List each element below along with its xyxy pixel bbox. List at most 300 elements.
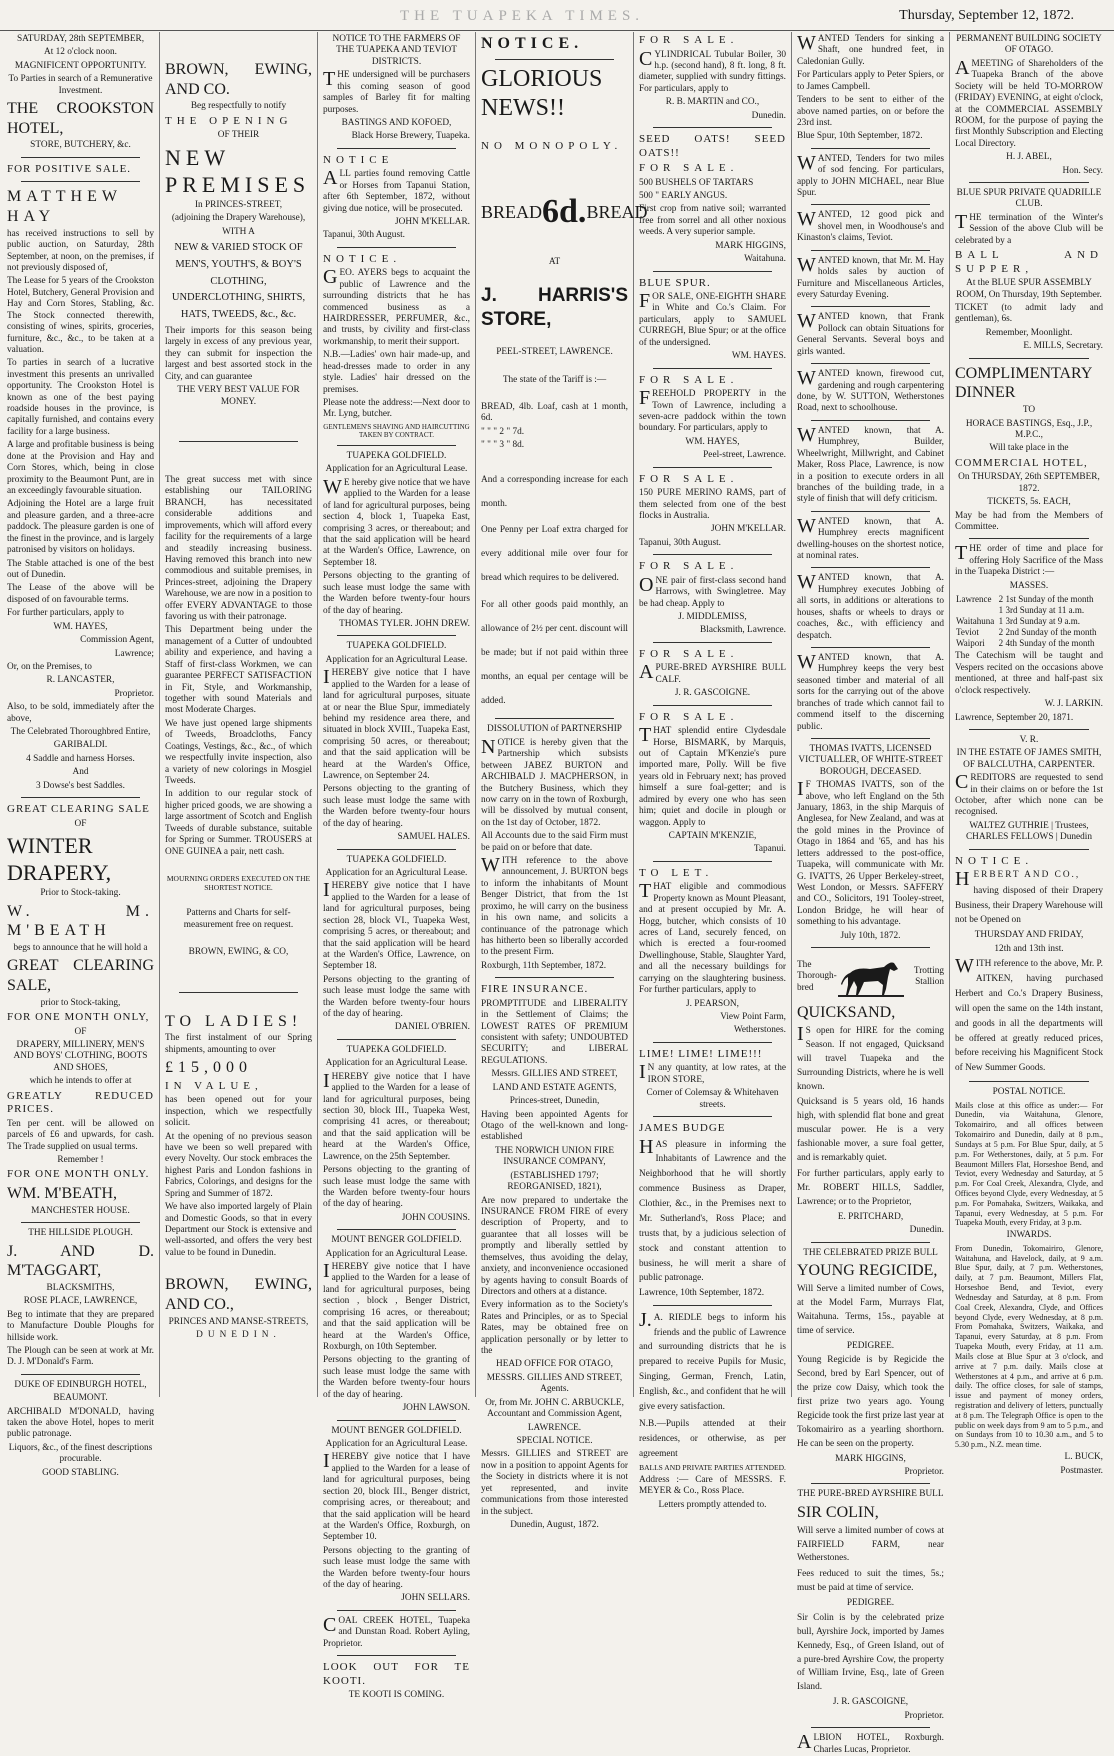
harris-store: J. HARRIS'S STORE,: [481, 285, 628, 330]
prior-stocktaking: Prior to Stock-taking.: [40, 888, 121, 899]
entire-line: The Celebrated Thoroughbred Entire,: [10, 727, 151, 738]
ayers-address: Please note the address:—Next door to Mr. Lyng, butcher.: [323, 398, 470, 420]
sale-paragraph-8: For further particulars, apply to: [7, 608, 124, 619]
saddles: 3 Dowse's best Saddles.: [36, 780, 125, 791]
lease-signature: JOHN LAWSON.: [402, 1403, 470, 1414]
brown-signature: BROWN, EWING, & CO,: [188, 947, 289, 958]
of-their: OF THEIR: [217, 130, 260, 141]
larkin: W. J. LARKIN.: [1044, 699, 1103, 710]
cattle-notice: ALL parties found removing Cattle or Horses from Tapanui Station, after 6th September, 1872, without giving due notice, will be prosecuted.: [323, 167, 470, 214]
prize-bull: THE CELEBRATED PRIZE BULL: [803, 1247, 938, 1258]
the-word: The: [797, 959, 812, 970]
mbeath-announce: begs to announce that he will hold a: [13, 942, 148, 953]
pritchard: E. PRITCHARD,: [837, 1211, 904, 1222]
quicksand-apply: For further particulars, apply early to Mr. ROBERT HILLS, Saddler, Lawrence; or to the Proprietor,: [797, 1169, 944, 1208]
seed-oats: SEED OATS! SEED OATS!!: [639, 133, 786, 159]
winter-drapery: WINTER DRAPERY,: [7, 833, 112, 886]
postal-notice: POSTAL NOTICE.: [992, 1087, 1066, 1098]
prior-stocktaking-2: prior to Stock-taking,: [40, 997, 121, 1008]
barley-paragraph: THE undersigned will be purchasers this coming season of good samples of Barley fit for malting purposes.: [323, 68, 470, 115]
harrows-ad: ONE pair of first-class second hand Harrows, with Swingletree. May be had cheap. Apply to: [639, 573, 786, 609]
tailoring-paragraph: The great success met with since establishing our TAILORING BRANCH, has necessitated considerable additions and improvements, which will afford every facility for the requirements of a large and steadily increasing business. Having removed this branch into new commodious and suitable premises, in Princes-street, adjoining the Drapery Warehouse, we are now in a position to offer EVERY ADVANTAGE to those favoring us with their patronage.: [165, 475, 312, 623]
amount: £15,000: [165, 1059, 252, 1077]
buck: L. BUCK,: [1064, 1452, 1103, 1463]
liquors: Liquors, &c., of the finest descriptions procurable.: [8, 1442, 153, 1465]
table-row: Waitahuna 1 3rd Sunday at 9 a.m.: [956, 616, 1080, 627]
fire-insurance: FIRE INSURANCE.: [481, 983, 589, 996]
penny-paragraph: One Penny per Loaf extra charged for every additional mile over four for bread which requires to be delivered.: [481, 525, 628, 584]
accounts-paragraph: All Accounts due to the said Firm must be paid on or before that date.: [481, 831, 628, 853]
burton-paragraph: WITH reference to the above announcement, J. BURTON begs to inform the inhabitants of Mount Benger District, that from the 1st proximo, he will carry on the business in his own name, and solicits a continuance of the patronage which has hitherto been so liberally accorded to the present Firm.: [481, 854, 628, 958]
lease-application: Application for an Agricultural Lease.: [325, 464, 468, 475]
banner-left: [797, 959, 837, 994]
opened-out: has been opened out for your inspection, which we respectfully solicit.: [165, 1095, 312, 1129]
newspaper-title: THE TUAPEKA TIMES.: [400, 8, 645, 24]
for-sale-7: FOR SALE.: [639, 710, 739, 723]
postmaster: Postmaster.: [1060, 1465, 1103, 1476]
tapanui-date-2: Tapanui, 30th August.: [639, 537, 721, 548]
reduced-prices: GREATLY REDUCED PRICES.: [7, 1089, 154, 1116]
catechism: The Catechism will be taught and Vespers recited on the occasions above mentioned, at three and half-past six o'clock respectively.: [955, 651, 1103, 696]
investment-line: To Parties in search of a Remunerative Investment.: [8, 74, 153, 96]
plough-notice: Beg to intimate that they are prepared to Manufacture Double Ploughs for hillside work.: [7, 1309, 154, 1343]
lease-heading: MOUNT BENGER GOLDFIELD.: [331, 1425, 462, 1436]
lease-objections: Persons objecting to the granting of such lease must lodge the same with the Warden before twenty-four hours of the day of hearing.: [323, 571, 470, 616]
early-angus: 500 " EARLY ANGUS.: [639, 191, 728, 202]
budge-heading: JAMES BUDGE: [639, 1122, 726, 1135]
ladies-hair: N.B.—Ladies' own hair made-up, and head-dresses made to order in any style. Ladies' hair dressed on the premises.: [323, 350, 470, 395]
mckenzie: CAPTAIN M'KENZIE,: [668, 830, 757, 841]
lease-body: IHEREBY give notice that I have applied to the Warden for a lease of land for agricultural purposes, being section 28, block VI., Tuapeka West, comprising 5 acres, or thereabout; and that the said application will be heard at the Warden's Office, Lawrence, on September 18.: [323, 879, 470, 972]
notice-heading-2: NOTICE.: [323, 252, 402, 265]
tapanui-date: Tapanui, 30th August.: [323, 230, 405, 241]
crop-paragraph: First crop from native soil; warranted free from sorrel and all other noxious weeds. A very superior sample.: [639, 204, 786, 238]
column-2: [160, 32, 318, 1397]
princes-street: In PRINCES-STREET,: [194, 199, 283, 210]
tartars: 500 BUSHELS OF TARTARS: [639, 177, 754, 188]
or-premises: Or, on the Premises, to: [7, 661, 92, 672]
rams-ad: 150 PURE MERINO RAMS, part of them selected from one of the best flocks in Australia.: [639, 488, 786, 521]
mdonald-notice: ARCHIBALD M'DONALD, having taken the above Hotel, hopes to merit public patronage.: [7, 1406, 154, 1440]
wanted-pollock: WANTED known, that Frank Pollock can obtain Situations for General Servants. Several boys and girls wanted.: [797, 310, 944, 357]
ball-supper: BALL AND SUPPER,: [955, 249, 1103, 275]
beaumont: BEAUMONT.: [53, 1393, 108, 1404]
best-value: THE VERY BEST VALUE FOR MONEY.: [177, 385, 300, 407]
lease-application: Application for an Agricultural Lease.: [325, 867, 468, 878]
dinner-date: On THURSDAY, 26th SEPTEMBER, 1872.: [958, 472, 1100, 494]
messrs-agents: MESSRS. GILLIES AND STREET, Agents.: [486, 1372, 623, 1395]
lawrence-word: LAWRENCE.: [527, 1422, 582, 1433]
brewery: Black Horse Brewery, Tuapeka.: [351, 131, 470, 142]
clearing-sale-2: GREAT CLEARING SALE,: [7, 957, 154, 995]
edinburgh-hotel: DUKE OF EDINBURGH HOTEL,: [14, 1379, 147, 1390]
peel-street: PEEL-STREET, LAWRENCE.: [496, 347, 613, 358]
colin-serve: Will serve a limited number of cows at FAIRFIELD FARM, near Wetherstones.: [797, 1525, 944, 1564]
committee: May be had from the Members of Committee.: [955, 510, 1103, 532]
table-row: Teviot 2 2nd Sunday of the month: [956, 627, 1097, 638]
lease-application: Application for an Agricultural Lease.: [325, 1058, 468, 1069]
ball-location: At the BLUE SPUR ASSEMBLY ROOM, On Thursday, 19th September.: [956, 278, 1102, 300]
the-opening: THE OPENING: [165, 114, 293, 127]
prepared-paragraph: Are now prepared to undertake the INSURANCE FROM FIRE of every description of Property, and to guarantee that all losses will be promptly and liberally settled by themselves, thus avoiding the delay, anxiety, and inconvenience occasioned by agents having to consult Boards of Directors and others at a distance.: [481, 1195, 628, 1297]
stock-list: NEW & VARIED STOCK OF MEN'S, YOUTH'S, & BOY'S CLOTHING, UNDERCLOTHING, SHIRTS, HATS, TWEEDS, &c., &c.: [171, 242, 306, 321]
manchester-house: MANCHESTER HOUSE.: [31, 1205, 130, 1216]
ivatts-paragraph: IF THOMAS IVATTS, son of the above, who left England on the 5th January, 1863, in the ship Marquis of Anglesea, for New Zealand, and was at the gold mines in the Province of Otago in 1864 and '65, and has his letters addressed to the post-office, Tuapeka, will communicate with Mr. G. IVATTS, 26 Upper Berkeley-street, West London, or Messrs. SAFFERY and CO., Solicitors, 191 Tooley-street, London Bridge, he will hear of something to his advantage.: [797, 778, 944, 928]
freehold-ad: FREEHOLD PROPERTY in the Town of Lawrence, including a seven-acre paddock within the town boundary. For particulars, apply to: [639, 387, 786, 434]
mails-inwards: From Dunedin, Tokomairiro, Glenore, Waitahuna, and Havelock, daily, at 9 a.m. Blue Spur, daily, at 7 p.m. Wetherstones, daily, at 7 p.m. Beaumont, Millers Flat, Horseshoe Bend, and Teviot, every Wednesday and Saturday, at 8 p.m. From Coal Creek, Alexandra, Clyde, and Offices beyond Clyde, every Wednesday, at 8 p.m. From Pomahaka, Switzers, Waikaka, and Tapanui, every Saturday, at 8 p.m. From Tuapeka Mouth, every Friday, at 11 a.m. Mails close at Blue Spur at 3 o'clock, and arrive at 7 p.m. daily. Mails close at Wetherstones at 4 p.m., and arrive at 6 p.m. daily. The office closes, for sale of stamps, issue and payment of money orders, registration and delivery of letters, punctually at 8 p.m. The Telegraph Office is open to the public on week days from 9 am to 5 p.m., and on Sundays from 10 to 10.30 a.m., and 5 to 5.30 p.m., N.Z. mean time.: [955, 1243, 1103, 1450]
lease-signature: THOMAS TYLER. JOHN DREW.: [339, 618, 470, 629]
larkin-date: Lawrence, September 20, 1871.: [955, 712, 1074, 723]
hon-secy: Hon. Secy.: [1062, 165, 1103, 176]
lease-objections: Persons objecting to the granting of such lease must lodge the same with the Warden before twenty-four hours of the day of hearing.: [323, 1165, 470, 1210]
of-word-2: OF: [74, 1026, 87, 1037]
albion-hotel: ALBION HOTEL, Roxburgh. Charles Lucas, Proprietor.: [797, 1731, 944, 1755]
quadrille-club: BLUE SPUR PRIVATE QUADRILLE CLUB.: [956, 188, 1102, 210]
banner-right: [908, 966, 944, 989]
agent-place: Lawrence;: [114, 648, 154, 659]
wanted-humphrey-2: WANTED known, that A. Humphrey erects magnificent dwelling-houses on the shortest notice, at nominal rates.: [797, 514, 944, 562]
proprietor-1: Proprietor.: [904, 1467, 944, 1478]
wanted-humphrey-1: WANTED known, that A. Humphrey, Builder, Wheelwright, Millwright, and Cabinet Maker, Ross Place, Lawrence, is now in a position to execute orders in all branches of the building trade, in a style of finish that will defy criticism.: [797, 423, 944, 505]
regicide-pedigree: Young Regicide is by Regicide the Second, bred by Earl Spencer, out of the prize cow Daisy, which took the first prize two years ago. Young Regicide took the first prize last year at Tokomairiro as a yearling shorthorn. He can be seen on the property.: [797, 1355, 944, 1449]
corner: Corner of Colemsay & Whitehaven streets.: [646, 1088, 779, 1110]
wanted-sutton: WANTED known, firewood cut, gardening and rough carpentering done, by W. SUTTON, Wetherstones Road, next to schoolhouse.: [797, 367, 944, 414]
will-take-place: Will take place in the: [989, 443, 1069, 454]
opened-paragraph: We have just opened large shipments of Tweeds, Broadcloths, Fancy Coatings, Vestings, &c., &c., of which we respectfully invite inspection, also a variety of new colorings in Mosgiel Tweeds.: [165, 718, 312, 786]
sir-colin: SIR COLIN,: [797, 1503, 879, 1521]
blacksmith-lawrence: Blacksmith, Lawrence.: [700, 625, 786, 636]
riedle-paragraph: J.A. RIEDLE begs to inform his friends and the public of Lawrence and surrounding districts that he is prepared to receive Pupils for Music, Singing, German, French, Latin, English, &c., and confident that he will give every satisfaction.: [639, 1308, 786, 1412]
imported-paragraph: We have also imported largely of Plain and Domestic Goods, so that in every Department our Stock is extensive and well-assorted, and offers the very best value to be found in Dunedin.: [165, 1202, 312, 1258]
brown-ewing-heading: BROWN, EWING, AND CO.: [165, 61, 312, 98]
loaf-3-months: " " " 3 " 8d.: [481, 440, 525, 451]
dunedin-date: Dunedin, August, 1872.: [510, 1519, 599, 1530]
lease-signature: SAMUEL HALES.: [397, 832, 470, 843]
bread-price-banner: [481, 191, 648, 233]
commercial-hotel: COMMERCIAL HOTEL,: [955, 456, 1088, 469]
lease-body: WE hereby give notice that we have applied to the Warden for a lease of land for agricultural purposes, being section 4, block 1, Tuapeka East, comprising 3 acres, or thereabout; and that the said application will be heard at the Warden's Office, Lawrence, on September 18.: [323, 475, 470, 568]
higgins: MARK HIGGINS,: [715, 240, 786, 251]
pearson: J. PEARSON,: [686, 998, 739, 1009]
wanted-humphrey-3: WANTED known, that A. Humphrey executes Jobbing of all sorts, in additions or alterations to houses, shafts or wheels to drays or coaches, &c., with efficiency and despatch.: [797, 571, 944, 641]
ivatts-date: July 10th, 1872.: [840, 930, 901, 941]
pritchard-dunedin: Dunedin.: [909, 1225, 944, 1236]
peel-lawrence: Peel-street, Lawrence.: [703, 450, 786, 461]
remember: Remember !: [57, 1155, 104, 1166]
dates: 12th and 13th inst.: [994, 943, 1064, 954]
meeting-paragraph: AMEETING of Shareholders of the Tuapeka Branch of the above Society will be held TO-MORROW (FRIDAY) EVENING, at eight o'clock, at the COMMERCIAL ASSEMBLY ROOM, for the purpose of paying the first Monthly Subscription and Electing Local Directory.: [955, 56, 1103, 149]
martin-dunedin: Dunedin.: [751, 110, 786, 121]
one-month: FOR ONE MONTH ONLY,: [7, 1011, 150, 1024]
columns: [2, 32, 1110, 1755]
first-instalment: The first instalment of our Spring shipments, amounting to over: [165, 1033, 312, 1055]
to-word: TO: [1022, 405, 1036, 416]
sale-date: SATURDAY, 28th SEPTEMBER,: [16, 34, 145, 44]
trustees: WALTEZ GUTHRIE | Trustees, CHARLES FELLOWS | Dunedin: [965, 820, 1093, 843]
wanted-shaft-tenders: Tenders to be sent to either of the above named parties, on or before the 23rd inst.: [797, 95, 944, 128]
dissolution-paragraph: NOTICE is hereby given that the Partnership which subsists between JABEZ BURTON and ARCHIBALD J. MACPHERSON, in the Butchery Business, which they now carry on in the town of Roxburgh, will be dissolved by mutual consent, on the 1st day of October, 1872.: [481, 735, 628, 828]
higgins-2: MARK HIGGINS,: [835, 1453, 906, 1464]
tariff: The state of the Tariff is :—: [502, 374, 607, 385]
adjoining: (adjoining the Drapery Warehouse),: [171, 213, 306, 224]
for-sale-5: FOR SALE.: [639, 560, 739, 573]
wanted-humphrey-4: WANTED known, that A. Humphrey keeps the very best seasoned timber and material of all sorts for the carrying out of the above branches of trade which cannot fail to commend itself to the discerning public.: [797, 650, 944, 732]
lease-notice-2: [323, 641, 470, 843]
column-7: [950, 32, 1108, 1476]
established: (ESTABLISHED 1797; REORGANISED, 1821),: [507, 1170, 602, 1193]
lease-objections: Persons objecting to the granting of such lease must lodge the same with the Warden before twenty-four hours of the day of hearing.: [323, 784, 470, 829]
norwich-union: THE NORWICH UNION FIRE INSURANCE COMPANY,: [494, 1145, 615, 1168]
boiler-ad: CYLINDRICAL Tubular Boiler, 30 h.p. (second hand), 8 ft. long, 8 ft. diameter, supplied with sundry fittings. For particulars, apply to: [639, 47, 786, 94]
lease-application: Application for an Agricultural Lease.: [325, 654, 468, 665]
lease-application: Application for an Agricultural Lease.: [325, 1248, 468, 1259]
hillside-plough: THE HILLSIDE PLOUGH.: [28, 1228, 133, 1239]
ayers-notice: GEO. AYERS begs to acquaint the public of Lawrence and the surrounding districts that he has commenced business as a HAIRDRESSER, PERFUMER, &c., and trusts, by civility and first-class workmanship, to merit their support.: [323, 266, 470, 347]
wanted-shaft-apply: For Particulars apply to Peter Spiers, or to James Campbell.: [797, 70, 944, 92]
lease-heading: TUAPEKA GOLDFIELD.: [346, 1044, 447, 1055]
blacksmiths: BLACKSMITHS,: [46, 1282, 115, 1293]
mourning-orders: MOURNING ORDERS EXECUTED ON THE SHORTEST NOTICE.: [166, 873, 311, 893]
notice-heading: NOTICE: [323, 153, 394, 166]
head-office: HEAD OFFICE FOR OTAGO,: [495, 1359, 614, 1370]
lease-body: IHEREBY give notice that I have applied to the Warden for a lease of land for agricultural purposes, being section 30, block III., Tuapeka West, comprising 41 acres, or thereabout; and that the said application will be heard at the Warden's Office, Lawrence, on the 25th September.: [323, 1069, 470, 1162]
lease-signature: DANIEL O'BRIEN.: [394, 1022, 470, 1033]
sale-paragraph-5: Adjoining the Hotel are a large fruit and pleasure garden, and a three-acre paddock. The pleasure garden is one of the finest in the province, and is largely patronised by visitors on holidays.: [7, 499, 154, 556]
lease-body: IHEREBY give notice that I have applied to the Warden for a lease of land for agricultural purposes, situate at or near the Blue Spur, immediately behind my residence area there, and situated in block XVIII., Tuapeka East, comprising 50 acres, or thereabout; and that the said application will be heard at the Warden's Office, Lawrence, on September 24.: [323, 666, 470, 782]
addition-paragraph: In addition to our regular stock of higher priced goods, we are showing a large assortment of Scotch and English Tweeds of durable substance, suitable for Spring or Summer. TROUSERS at ONE GUINEA a pair, nett cash.: [165, 789, 312, 857]
with-a: WITH A: [222, 226, 255, 237]
table-row: Lawrence 2 1st Sunday of the month: [956, 594, 1094, 605]
herbert-co: HERBERT AND CO.,: [955, 868, 1081, 891]
sale-paragraph-1: has received instructions to sell by public auction, on Saturday, 28th September, at noon, on the premises, if not previously disposed of,: [7, 228, 154, 273]
lease-heading: MOUNT BENGER GOLDFIELD.: [331, 1235, 462, 1246]
shaving-contract: GENTLEMEN'S SHAVING AND HAIRCUTTING TAKEN BY CONTRACT.: [323, 422, 470, 440]
stallion-banner: [797, 953, 944, 1001]
lease-signature: JOHN SELLARS.: [401, 1593, 470, 1604]
lease-heading: TUAPEKA GOLDFIELD.: [346, 854, 447, 865]
princes-manse: PRINCES AND MANSE-STREETS,: [168, 1316, 309, 1327]
issue-date: Thursday, September 12, 1872.: [899, 8, 1074, 23]
lease-notice-1: [323, 451, 470, 630]
glorious-news: GLORIOUS NEWS!!: [481, 65, 603, 122]
stallion: Stallion: [915, 977, 944, 988]
lease-body: IHEREBY give notice that I have applied to the Warden for a lease of land for agricultural purposes, being section , block , Benger District, comprising 16 acres, or thereabout; and that the said application will be heard at the Warden's Office, Roxburgh, on 10th September.: [323, 1260, 470, 1353]
mbeath-name: W. M. M'BEATH: [7, 902, 154, 940]
inwards-heading: INWARDS.: [1006, 1230, 1052, 1241]
imports-paragraph: Their imports for this season being largely in excess of any previous year, they can submit for inspection the largest and best assorted stock in the City, and can guarantee: [165, 326, 312, 382]
colin-fees: Fees reduced to suit the times, 5s.; must be paid at time of service.: [797, 1569, 944, 1594]
beg-notify: Beg respectfully to notify: [190, 101, 287, 112]
mckellar-2: JOHN M'KELLAR.: [710, 524, 786, 535]
te-kooti-coming: TE KOOTI IS COMING.: [348, 1690, 445, 1701]
princes-dunedin: Princes-street, Dunedin,: [509, 1096, 600, 1107]
share-ad: FOR SALE, ONE-EIGHTH SHARE in White and Co.'s Claim. For particulars, apply to SAMUEL CURREGH, Blue Spur; or at the office of the undersigned.: [639, 290, 786, 348]
drapery-list: DRAPERY, MILLINERY, MEN'S AND BOYS' CLOTHING, BOOTS AND SHOES,: [13, 1040, 148, 1073]
complimentary-dinner: COMPLIMENTARY DINNER: [955, 364, 1093, 402]
young-regicide: YOUNG REGICIDE,: [797, 1262, 938, 1280]
ten-percent: Ten per cent. will be allowed on parcels of £6 and upwards, for cash. The Trade supplied on usual terms.: [7, 1118, 154, 1152]
creditors-notice: CREDITORS are requested to send in their claims on or before the 1st October, after which none can be recognised.: [955, 771, 1103, 818]
lease-objections: Persons objecting to the granting of such lease must lodge the same with the Warden before twenty-four hours of the day of hearing.: [323, 1355, 470, 1400]
martin-co: R. B. MARTIN and CO.,: [665, 97, 760, 108]
loaf-1-month: BREAD, 4lb. Loaf, cash at 1 month, 6d.: [481, 402, 628, 424]
to-ladies: TO LADIES!: [165, 1012, 303, 1030]
also-sold: Also, to be sold, immediately after the above,: [7, 702, 154, 724]
column-1: [2, 32, 160, 1478]
mills-secretary: E. MILLS, Secretary.: [1023, 341, 1103, 352]
aitken-paragraph: WITH reference to the above, Mr. P. AITKEN, having purchased Herbert and Co.'s Drapery Business, will open the same on the 14th instant, and goods in all the departments will be offered at greatly reduced prices, before receiving his Magnificent Stock of New Summer Goods.: [955, 955, 1103, 1074]
hotel-title: THE CROOKSTON HOTEL,: [7, 100, 154, 137]
column-6: [792, 32, 950, 1755]
wanted-men: WANTED, 12 good pick and shovel men, in Woodhouse's and Kinaston's claims, Teviot.: [797, 208, 944, 244]
coal-creek-hotel: COAL CREEK HOTEL, Tuapeka and Dunstan Road. Robert Ayling, Proprietor.: [323, 1613, 470, 1649]
ayrshire-bull: THE PURE-BRED AYRSHIRE BULL: [797, 1489, 944, 1500]
horse-icon: [836, 955, 906, 999]
proprietor-2: Proprietor.: [904, 1710, 944, 1721]
lease-notice-6: [323, 1426, 470, 1605]
budge-paragraph: HAS pleasure in informing the Inhabitants of Lawrence and the Neighborhood that he will shortly commence Business as Draper, Clothier, &c., in the Premises next to Mr. Sutherland's, Ross Place; and trusts that, by a judicious selection of stock and constant attention to business, he will merit a share of public patronage.: [639, 1135, 786, 1284]
every-information: Every information as to the Society's Rates and Principles, or as to Special Rates, may be obtained free on application personally or by letter to the: [481, 1300, 628, 1357]
intends: which he intends to offer at: [29, 1076, 132, 1087]
building-society: PERMANENT BUILDING SOCIETY OF OTAGO.: [956, 34, 1102, 56]
regicide-terms: Will Serve a limited number of Cows, at the Model Farm, Murrays Flat, Waitahuna. Terms, 15s., payable at time of service.: [797, 1283, 944, 1336]
mass-schedule: [955, 594, 1103, 649]
agent-name: WM. HAYES,: [53, 621, 108, 632]
in-value: IN VALUE,: [165, 1079, 263, 1092]
special-paragraph: Messrs. GILLIES and STREET are now in a position to appoint Agents for the Society in districts where it is not yet represented, and invite communications from those interested in the subject.: [481, 1449, 628, 1517]
ayrshire-calf: APURE-BRED AYRSHIRE BULL CALF.: [639, 661, 786, 685]
quadrille-paragraph: THE termination of the Winter's Session of the above Club will be celebrated by a: [955, 210, 1103, 246]
hayes: WM. HAYES.: [731, 351, 786, 362]
arbuckle: Or, from Mr. JOHN C. ARBUCKLE, Accountant and Commission Agent,: [485, 1397, 624, 1420]
no-monopoly: NO MONOPOLY.: [481, 139, 623, 152]
bread-word-left: BREAD: [481, 202, 543, 223]
for-sale-6: FOR SALE.: [639, 647, 739, 660]
hayes-2: WM. HAYES,: [685, 436, 740, 447]
dinner-tickets: TICKETS, 5s. EACH,: [987, 497, 1071, 508]
promptitude: PROMPTITUDE and LIBERALITY in the Settlement of Claims; the LOWEST RATES OF PREMIUM consistent with safety; UNDOUBTED SECURITY; and LIBERAL REGULATIONS.: [481, 998, 628, 1066]
quicksand: QUICKSAND,: [797, 1004, 896, 1022]
bread-word-right: BREAD: [586, 202, 648, 223]
herbert-paragraph: having disposed of their Drapery Business, their Drapery Warehouse will not be Opened on: [955, 885, 1103, 926]
riedle-address: Address :— Care of MESSRS. F. MEYER & Co., Ross Place.: [639, 1474, 786, 1497]
masthead: [0, 0, 1114, 31]
lime-heading: LIME! LIME! LIME!!!: [639, 1047, 763, 1060]
masses-heading: MASSES.: [1009, 580, 1049, 591]
clearing-heading: GREAT CLEARING SALE: [7, 803, 150, 816]
land-agents: LAND AND ESTATE AGENTS,: [492, 1082, 617, 1093]
lease-notice-4: [323, 1045, 470, 1224]
opportunity-heading: MAGNIFICENT OPPORTUNITY.: [14, 60, 147, 71]
riedle-nb: N.B.—Pupils attended at their residences, or otherwise, as per agreement: [639, 1418, 786, 1459]
gillies-street: Messrs. GILLIES AND STREET,: [491, 1069, 618, 1080]
for-sale-2: FOR SALE.: [639, 162, 739, 175]
te-kooti-heading: LOOK OUT FOR TE KOOTI.: [323, 1661, 470, 1687]
pedigree-1: PEDIGREE.: [846, 1340, 895, 1351]
agent-role: Commission Agent,: [80, 635, 154, 646]
and-word: And: [72, 767, 89, 778]
wanted-fencing: WANTED, Tenders for two miles of sod fencing. For particulars, apply to JOHN MICHAEL, near Blue Spur.: [797, 151, 944, 199]
thoroughbred: Thorough-bred: [797, 971, 837, 993]
increase-paragraph: And a corresponding increase for each month.: [481, 474, 628, 509]
clydesdale-ad: THAT splendid entire Clydesdale Horse, BISMARK, by Marquis, out of Captain M'Kenzie's pure imported mare, Polly. Will be five years old in February next; has proved himself a sure foal-getter; and is admired by every one who has seen him; quiet and docile in plough or waggon. Apply to: [639, 724, 786, 828]
moonlight: Remember, Moonlight.: [985, 327, 1073, 338]
colin-pedigree: Sir Colin is by the celebrated prize bull, Ayrshire Jock, imported by James Kennedy, Esq., of Green Island, out of a pure-bred Ayrshire Cow, the property of William Irvine, Esq., late of Green Island.: [797, 1612, 944, 1693]
abel: H. J. ABEL,: [1006, 152, 1052, 163]
plough-seen: The Plough can be seen at work at Mr. D. J. M'Donald's Farm.: [7, 1345, 154, 1368]
for-sale-4: FOR SALE.: [639, 472, 739, 485]
mtaggart-name: J. AND D. M'TAGGART,: [7, 1242, 154, 1280]
notice-heading-3: NOTICE.: [955, 854, 1034, 867]
opening-paragraph: At the opening of no previous season have we been so well prepared with every Novelty. Our stock embraces the highest Paris and London fashions in Fabrics, Colorings, and designs for the Spring and Summer of 1872.: [165, 1131, 312, 1199]
goods-paragraph: For all other goods paid monthly, an allowance of 2½ per cent. discount will be made; but if not paid within three months, an equal per centage will be added.: [481, 599, 628, 707]
smith-estate: IN THE ESTATE OF JAMES SMITH, OF BALCLUTHA, CARPENTER.: [956, 748, 1102, 770]
bastings-kofoed: BASTINGS AND KOFOED,: [341, 117, 452, 128]
trotting: Trotting: [913, 965, 944, 976]
sale-paragraph-2: The Lease for 5 years of the Crookston Hotel, Butchery, General Provision and Hay and Corn Stores, Stabling, &c. The Stock connected therewith, consisting of wines, spirits, groceries, furniture, &c., &c., to be taken at a valuation.: [7, 276, 154, 355]
sale-paragraph-4: A large and profitable business is being done at the Provision and Hay and Corn Stores, which, being in close proximity to the Beaumont Punt, are in an exceedingly favourable situation.: [7, 440, 154, 497]
to-let: TO LET.: [639, 866, 714, 879]
ivatts-heading: THOMAS IVATTS, LICENSED VICTUALLER, OF WHITE-STREET BOROUGH, DECEASED.: [798, 743, 943, 777]
lease-objections: Persons objecting to the granting of such lease must lodge the same with the Warden before twenty-four hours of the day of hearing.: [323, 1545, 470, 1591]
brown-ewing-footer: BROWN, EWING, AND CO.,: [165, 1276, 312, 1313]
blue-spur: BLUE SPUR.: [639, 276, 711, 289]
letters-attended: Letters promptly attended to.: [658, 1499, 767, 1510]
special-notice: SPECIAL NOTICE.: [516, 1435, 593, 1446]
lawrence-date: Lawrence, 10th September, 1872.: [639, 1288, 765, 1299]
loaf-2-months: " " " 2 " 7d.: [481, 426, 525, 437]
proprietor-name: R. LANCASTER,: [46, 675, 115, 686]
bastings-name: HORACE BASTINGS, Esq., J.P., M.P.C.,: [965, 418, 1093, 440]
department-paragraph: This Department being under the management of a Cutter of undoubted ability and experience, and having a Staff of first-class Workmen, we can guarantee PERFECT SATISFACTION in Fit, Style, and Workmanship, together with sound Materials and most Moderate Charges.: [165, 625, 312, 716]
gascoigne: J. R. GASCOIGNE.: [674, 688, 751, 699]
one-month-only: FOR ONE MONTH ONLY.: [7, 1168, 150, 1181]
for-sale-1: FOR SALE.: [639, 34, 739, 46]
middlemiss: J. MIDDLEMISS,: [678, 612, 747, 623]
table-row: 1 3rd Sunday at 11 a.m.: [998, 605, 1085, 616]
appointed: Having been appointed Agents for Otago of the well-known and long-established: [481, 1109, 628, 1143]
notice-title: NOTICE.: [481, 35, 584, 52]
sale-paragraph-7: The Lease of the above will be disposed of on favourable terms.: [7, 583, 154, 605]
mount-pleasant-ad: THAT eligible and commodious Property known as Mount Pleasant, and at present occupied by Mr. A. Hogg, butcher, which consists of 10 acres of Land, securely fenced, on which is erected a four-roomed Dwellinghouse, Stable, Slaughter Yard, and all the necessary buildings for carrying on the slaughtering business. For further particulars, apply to: [639, 880, 786, 996]
auctioneer-name: MATTHEW HAY: [7, 188, 122, 226]
farmers-notice: NOTICE TO THE FARMERS OF THE TUAPEKA AND TEVIOT DISTRICTS.: [332, 34, 461, 67]
roxburgh-date: Roxburgh, 11th September, 1872.: [481, 960, 607, 971]
wanted-shaft: WANTED Tenders for sinking a Shaft, one hundred feet, in Caledonian Gully.: [797, 32, 944, 67]
waitahuna: Waitahuna.: [744, 254, 786, 265]
mails-outwards: Mails close at this office as under:— For Dunedin, via Waitahuna, Glenore, Tokomairiro, and all offices between Tokomairiro and Dunedin, daily at 8 p.m., Sundays at 5 p.m. For Blue Spur, daily, at 5 p.m. For Wetherstones, daily, at 5 p.m. For Beaumont Millers Flat, Horseshoe Bend, and Teviot, every Wednesday and Saturday, at 5 p.m. For Coal Creek, Alexandra, Clyde, and Offices beyond Clyde, every Wednesday, at 5 p.m. For Pomahaka, Switzers, Waikaka, and Tapanui, every Wednesday, at 5 p.m. For Tuapeka Mouth, every Friday, at 3 p.m.: [955, 1100, 1103, 1228]
view-point: View Point Farm,: [720, 1011, 786, 1022]
thursday-friday: THURSDAY AND FRIDAY,: [974, 930, 1084, 941]
mckellar: JOHN M'KELLAR.: [394, 217, 470, 227]
of-word: OF: [74, 818, 87, 829]
for-sale-3: FOR SALE.: [639, 373, 739, 386]
table-row: Waipori 2 4th Sunday of the month: [956, 638, 1095, 649]
saddle-horses: 4 Saddle and harness Horses.: [26, 753, 135, 764]
proprietor-role: Proprietor.: [114, 688, 154, 699]
bread-price: 6d.: [542, 193, 587, 231]
garibaldi: GARIBALDI.: [53, 740, 108, 751]
lime-ad: IN any quantity, at low rates, at the IRON STORE,: [639, 1061, 786, 1085]
blue-spur-date: Blue Spur, 10th September, 1872.: [797, 131, 923, 142]
lease-notice-3: [323, 855, 470, 1034]
mbeath-signature: WM. M'BEATH,: [7, 1184, 117, 1202]
dunedin: DUNEDIN.: [196, 1330, 281, 1340]
column-3: [318, 32, 476, 1701]
ball-ticket: TICKET (to admit lady and gentleman), 6s.: [955, 303, 1103, 325]
sale-paragraph-6: The Stable attached is one of the best out of Dunedin.: [7, 558, 154, 580]
mass-notice: THE order of time and place for offering Holy Sacrifice of the Mass in the Tuapeka District :—: [955, 542, 1103, 578]
